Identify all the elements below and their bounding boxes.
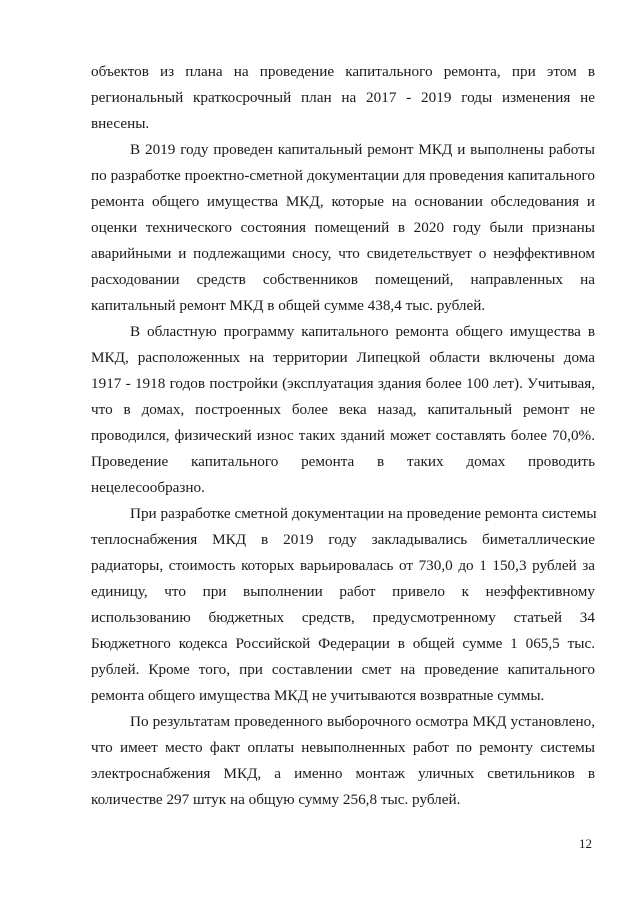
text-line: по разработке проектно-сметной документации для проведения капитального [91, 167, 595, 184]
text-line: региональный краткосрочный план на 2017 - 2019 годы изменения не [91, 89, 595, 106]
text-line: 1917 - 1918 годов постройки (эксплуатация здания более 100 лет). Учитывая, [91, 375, 595, 392]
text-line: оценки технического состояния помещений в 2020 году были признаны [91, 219, 595, 236]
text-line: расходовании средств собственников помещений, направленных на [91, 271, 595, 288]
text-line: радиаторы, стоимость которых варьировалась от 730,0 до 1 150,3 рублей за [91, 557, 595, 574]
text-line: что в домах, построенных более века назад, капитальный ремонт не [91, 401, 595, 418]
page-number: 12 [579, 836, 592, 851]
text-line: МКД, расположенных на территории Липецкой области включены дома [91, 349, 595, 366]
text-line: В областную программу капитального ремонта общего имущества в [130, 323, 595, 340]
text-line: Проведение капитального ремонта в таких домах проводить [91, 453, 595, 470]
text-line: ремонта общего имущества МКД не учитываются возвратные суммы. [91, 687, 545, 704]
text-line: аварийными и подлежащими сносу, что свидетельствует о неэффективном [91, 245, 595, 262]
text-line: единицу, что при выполнении работ привело к неэффективному [91, 583, 595, 600]
text-line: внесены. [91, 115, 150, 132]
text-line: использованию бюджетных средств, предусмотренному статьей 34 [91, 609, 595, 626]
text-line: проводился, физический износ таких зданий может составлять более 70,0%. [91, 427, 595, 444]
text-line: количестве 297 штук на общую сумму 256,8 тыс. рублей. [91, 791, 461, 808]
text-line: Бюджетного кодекса Российской Федерации в общей сумме 1 065,5 тыс. [91, 635, 595, 652]
text-line: капитальный ремонт МКД в общей сумме 438,4 тыс. рублей. [91, 297, 486, 314]
text-line: нецелесообразно. [91, 479, 205, 496]
text-line: При разработке сметной документации на проведение ремонта системы [130, 505, 597, 522]
text-line: В 2019 году проведен капитальный ремонт МКД и выполнены работы [130, 141, 595, 158]
text-line: ремонта общего имущества МКД, которые на основании обследования и [91, 193, 595, 210]
text-line: что имеет место факт оплаты невыполненных работ по ремонту системы [91, 739, 595, 756]
text-line: рублей. Кроме того, при составлении смет на проведение капитального [91, 661, 595, 678]
text-line: По результатам проведенного выборочного осмотра МКД установлено, [130, 713, 595, 730]
text-line: теплоснабжения МКД в 2019 году закладывались биметаллические [91, 531, 595, 548]
text-line: объектов из плана на проведение капитального ремонта, при этом в [91, 63, 595, 80]
text-line: электроснабжения МКД, а именно монтаж уличных светильников в [91, 765, 595, 782]
